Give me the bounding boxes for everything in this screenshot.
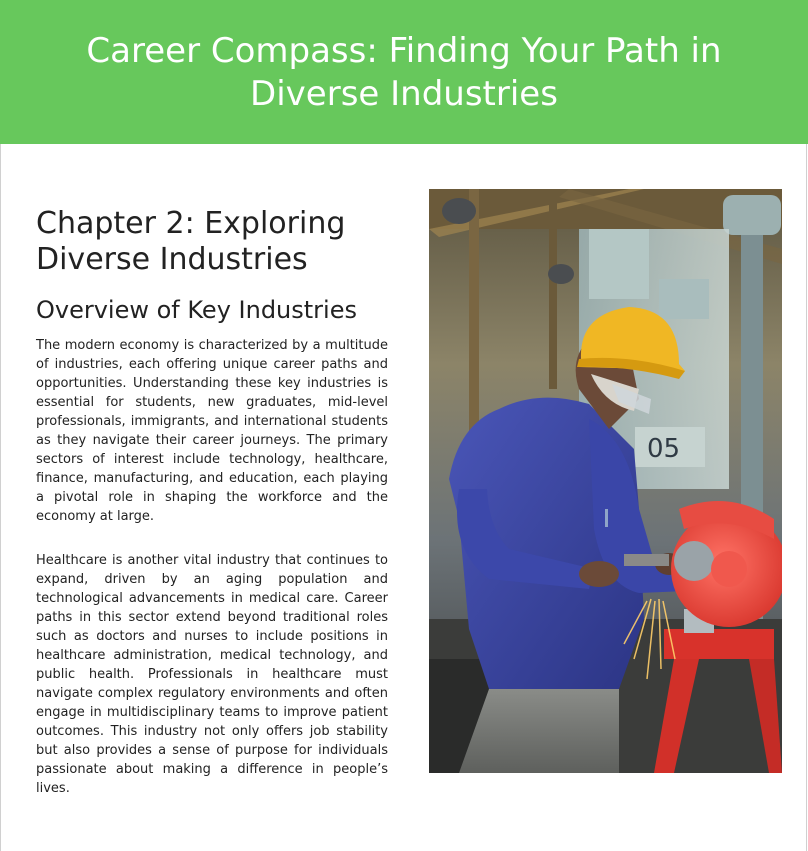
photo-illustration [429, 189, 782, 773]
section-title: Overview of Key Industries [36, 296, 357, 324]
chapter-title: Chapter 2: Exploring Diverse Industries [36, 206, 346, 277]
paragraph-healthcare: Healthcare is another vital industry that continues to expand, driven by an aging population and technological advancements in medical care. Career paths in this sector extend beyond traditional roles such as doctors and nurses to include positions in healthcare administration, medical technology, and public health. Professionals in healthcare must navigate complex regulatory environments and often engage in multidisciplinary teams to improve patient outcomes. This industry not only offers job stability but also provides a sense of purpose for individuals passionate about making a difference in people’s lives. [36, 553, 388, 796]
book-title: Career Compass: Finding Your Path in Diverse Industries [86, 31, 722, 114]
header-banner [0, 0, 808, 144]
worker-grinding-photo [429, 189, 782, 773]
machine-number-label: 05 [647, 434, 681, 464]
paragraph-industries-overview: The modern economy is characterized by a multitude of industries, each offering unique career paths and opportunities. Understanding these key industries is essential for students, new graduates, mid-level professionals, immigrants, and international students as they navigate their career journeys. The primary sectors of interest include technology, healthcare, finance, manufacturing, and education, each playing a pivotal role in shaping the workforce and the economy at large. [36, 338, 388, 524]
